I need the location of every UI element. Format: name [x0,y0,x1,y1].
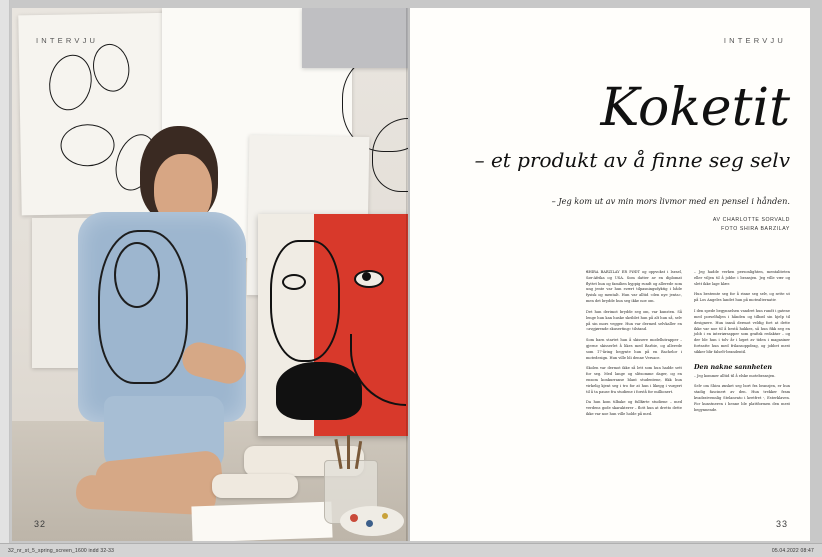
painted-eye [282,274,306,290]
paint-dab [350,514,358,522]
studio-photograph [12,8,408,541]
painted-pupil [362,272,371,281]
paintbrush [347,435,350,469]
body-paragraph: – Jeg kommer alltid til å elske motebransjen. [694,373,776,378]
section-heading: Den nakne sannheten [694,362,773,371]
credit-photo-line [713,225,790,234]
status-bar-right-text: 05.04.2022 08:47 [771,547,814,554]
paint-dab [382,513,388,519]
article-title: Koketit [600,78,790,138]
body-paragraph: Selv om Shira ønsket seg bort fra bransjen, er hun stadig fascinert av den. Hun trekker fram kvadratvennlig Stelanvato i kretfret -, Esterklaven. For kunstneren i henne ble plattformen den mest begynnende. [694,384,790,412]
wall-canvas-3 [302,8,408,68]
folio-right: 33 [775,519,788,529]
body-paragraph: Da hun kom tilbake og fullførte studiene – med verdens gode skarakterer – flott hun at dretto dette ikke var noe hun ville holde på med. [586,400,682,417]
body-paragraph: Hun bestemte seg for å rinne seg selv, og sette ut på Los Angeles landet hun på motealternativ. [694,292,790,303]
body-paragraph: Som barn startet hun å skissere modellutrapper – gjerne skisserlet å likes med Barbie, og allerede som 17-åring begynte hun på en Bachelor i motedesign. Hun ville bli denne Versace. [586,338,682,360]
body-paragraph: SHIRA BARZILAY ER FØDT og oppvokst i Israel, Sør-Afrika og USA. Som datter av en diplomat flyttet hun og familien hyppig rundt og allerede som ung jente var hun svært tilpasningsdyktig i både fysisk og mentalt. Hun var alltid «den nye jenta», men det brydde hun seg ikke noe om. [586,270,682,304]
painted-face-outline [270,240,340,362]
loose-paper [191,502,332,541]
credit-author-label: AV [712,217,721,223]
status-bar [0,543,822,557]
credit-photo-label: FOTO [721,225,738,232]
article-subtitle: – et produkt av å finne seg selv [474,148,790,172]
right-page [410,8,810,541]
jacket-line-art [114,242,160,308]
status-bar-left-text: 32_nr_st_5_spring_screen_1600 indd 32-33 [8,547,115,554]
paint-dab [366,520,373,527]
credit-author-name: CHARLOTTE SORVALD [722,217,790,223]
running-head-left: INTERVJU [36,36,99,45]
folio-left: 32 [34,519,47,529]
article-page [410,8,810,541]
body-paragraph: I den spede begynnelsen vandret hun rundt i gatene med porselfaljen i hånden og tilbød sin hjelp til designere. Hun innså dermot veldig fort at dette ikke var noe til å bestå hukkes, så hun fikk seg en jobb i en interiørsapper som grafisk redaktør – og der ble hun i tolv år i løpet av tiden i magasiner fortsatte hun med frilansoppdrag, og jobbet mest sikker blir falselt-brandentil. [694,309,790,354]
denim-jacket [78,212,246,422]
app-edge-bar [0,0,10,543]
article-credits [713,216,790,234]
body-paragraph: Skolen var dermot ikke så lett som hun hadde sett for seg. Med lange og slitsomme dager, og en ensom konkurranse blant studentene, fikk hun virkelig kjent seg i tro for at hun i likegg i vurgert til å ta pause fra studiene i forstå for millionert. [586,366,682,394]
paint-palette [340,506,404,536]
running-head-right: INTERVJU [723,36,786,45]
article-body-columns [586,270,790,421]
left-page [12,8,408,541]
line-art-doodle [90,41,133,94]
body-paragraph: – Jeg hadde verken personlighten, mentaliteten eller viljen til å jobbe i bransjen. Jeg ville vær og slett ikke lage klær. [694,270,790,286]
paper-roll [212,474,298,498]
credit-photographer-name: SHIRA BARZILAY [739,225,790,232]
red-portrait-painting [258,214,408,436]
model-figure [70,126,270,526]
article-standfirst: – Jeg kom ut av min mors livmor med en pensel i hånden. [551,196,790,206]
credit-author-line [713,216,790,225]
painted-black-shape [276,362,362,420]
line-art-doodle [44,51,96,114]
body-paragraph: Det hun derimot brydde seg om, var kunsten. Så lenge hun kan huske skriblet hun på alt hun så, selv på sin mors vegger. Hun var dermed selvkaller en «avgjørende skuserting» tilstand. [586,309,682,332]
